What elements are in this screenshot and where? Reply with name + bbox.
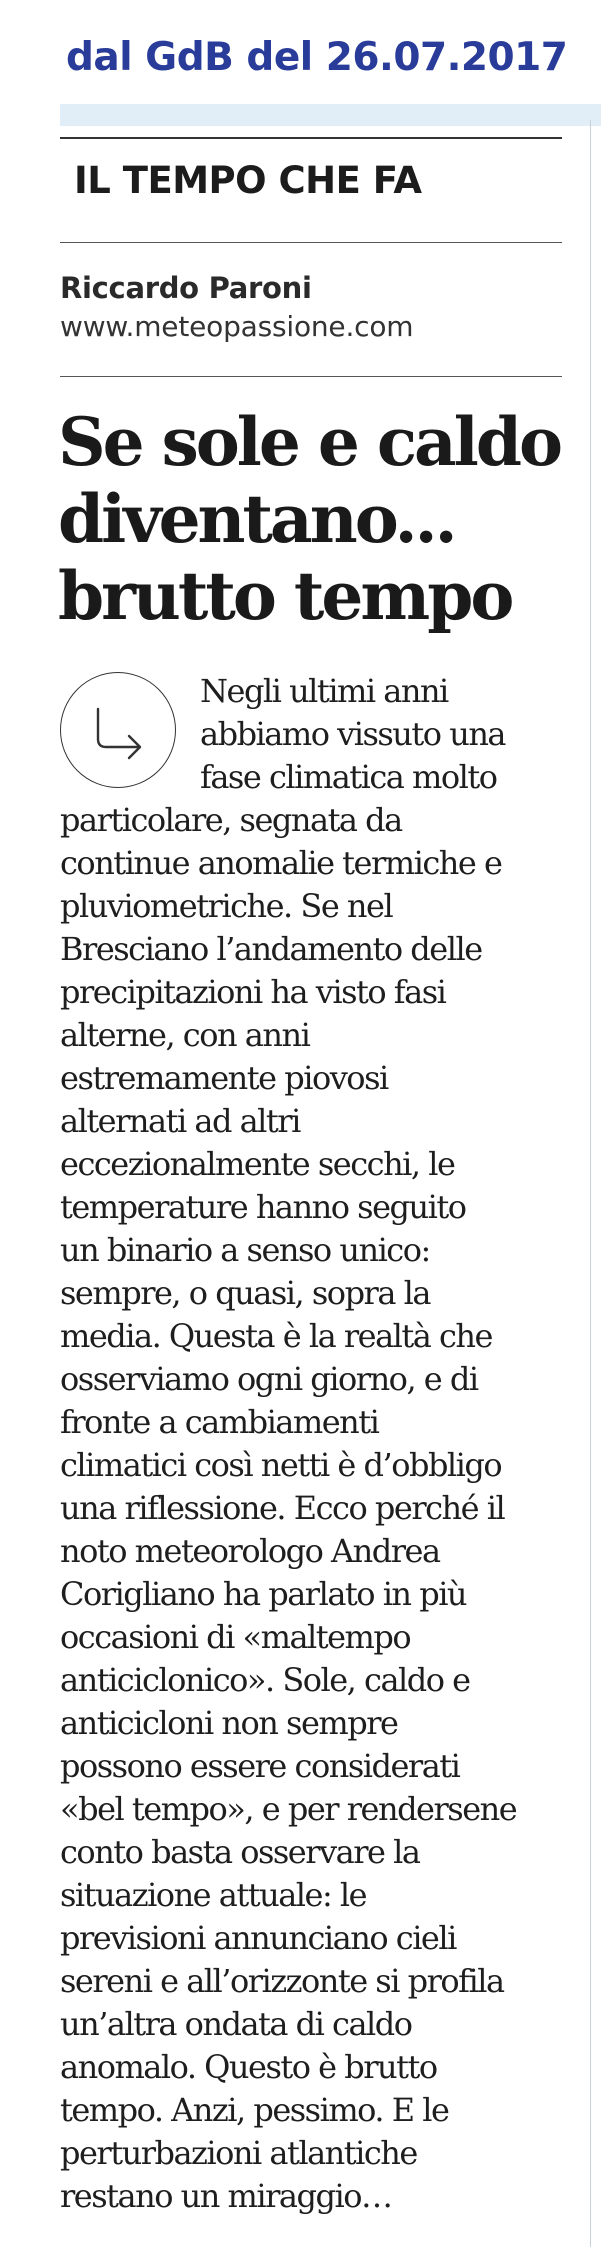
arrow-down-right-icon xyxy=(60,672,176,788)
article-line: abbiamo vissuto una xyxy=(200,715,505,753)
article-line: anticiclonico». Sole, caldo e xyxy=(60,1661,470,1699)
article-line: fase climatica molto xyxy=(200,758,497,796)
article-line: occasioni di «maltempo xyxy=(60,1618,411,1656)
article-line: pluviometriche. Se nel xyxy=(60,887,393,925)
headline-line-1: Se sole e caldo xyxy=(58,403,561,481)
article-line: sereni e all’orizzonte si profila xyxy=(60,1962,504,2000)
article-line: osserviamo ogni giorno, e di xyxy=(60,1360,478,1398)
author-website: www.meteopassione.com xyxy=(60,310,414,343)
article-line: una riflessione. Ecco perché il xyxy=(60,1489,505,1527)
section-divider xyxy=(60,242,562,243)
clipping-header-band xyxy=(60,104,601,126)
headline-line-2: diventano... xyxy=(58,480,455,558)
article-line: Bresciano l’andamento delle xyxy=(60,930,482,968)
article-line: climatici così netti è d’obbligo xyxy=(60,1446,502,1484)
article-line: restano un miraggio… xyxy=(60,2177,392,2215)
article-line: alterne, con anni xyxy=(60,1016,310,1054)
article-line: sempre, o quasi, sopra la xyxy=(60,1274,430,1312)
article-line: un’altra ondata di caldo xyxy=(60,2005,412,2043)
article-line: temperature hanno seguito xyxy=(60,1188,466,1226)
top-divider xyxy=(60,137,562,139)
article-line: anticicloni non sempre xyxy=(60,1704,398,1742)
article-line: un binario a senso unico: xyxy=(60,1231,430,1269)
article-line: «bel tempo», e per rendersene xyxy=(60,1790,517,1828)
article-line: anomalo. Questo è brutto xyxy=(60,2048,437,2086)
article-line: media. Questa è la realtà che xyxy=(60,1317,492,1355)
article-lines xyxy=(60,670,570,2218)
article-line: Corigliano ha parlato in più xyxy=(60,1575,467,1613)
article-line: previsioni annunciano cieli xyxy=(60,1919,456,1957)
article-line: conto basta osservare la xyxy=(60,1833,420,1871)
article-line: noto meteorologo Andrea xyxy=(60,1532,440,1570)
article-line: estremamente piovosi xyxy=(60,1059,388,1097)
article-line: tempo. Anzi, pessimo. E le xyxy=(60,2091,449,2129)
article-line: fronte a cambiamenti xyxy=(60,1403,379,1441)
source-date-line: dal GdB del 26.07.2017 xyxy=(66,35,568,80)
section-title: IL TEMPO CHE FA xyxy=(74,159,422,202)
clipping-edge-line xyxy=(590,120,591,2247)
article-line: precipitazioni ha visto fasi xyxy=(60,973,446,1011)
article-line: situazione attuale: le xyxy=(60,1876,367,1914)
article-line: eccezionalmente secchi, le xyxy=(60,1145,455,1183)
headline-line-3: brutto tempo xyxy=(58,557,512,635)
article-line: alternati ad altri xyxy=(60,1102,300,1140)
article-body xyxy=(60,670,570,2218)
author-divider xyxy=(60,376,562,377)
article-line: possono essere considerati xyxy=(60,1747,460,1785)
article-line: particolare, segnata da xyxy=(60,801,402,839)
author-name: Riccardo Paroni xyxy=(60,271,312,305)
headline xyxy=(58,404,578,635)
article-line: perturbazioni atlantiche xyxy=(60,2134,417,2172)
article-line: continue anomalie termiche e xyxy=(60,844,502,882)
article-line: Negli ultimi anni xyxy=(200,672,448,710)
